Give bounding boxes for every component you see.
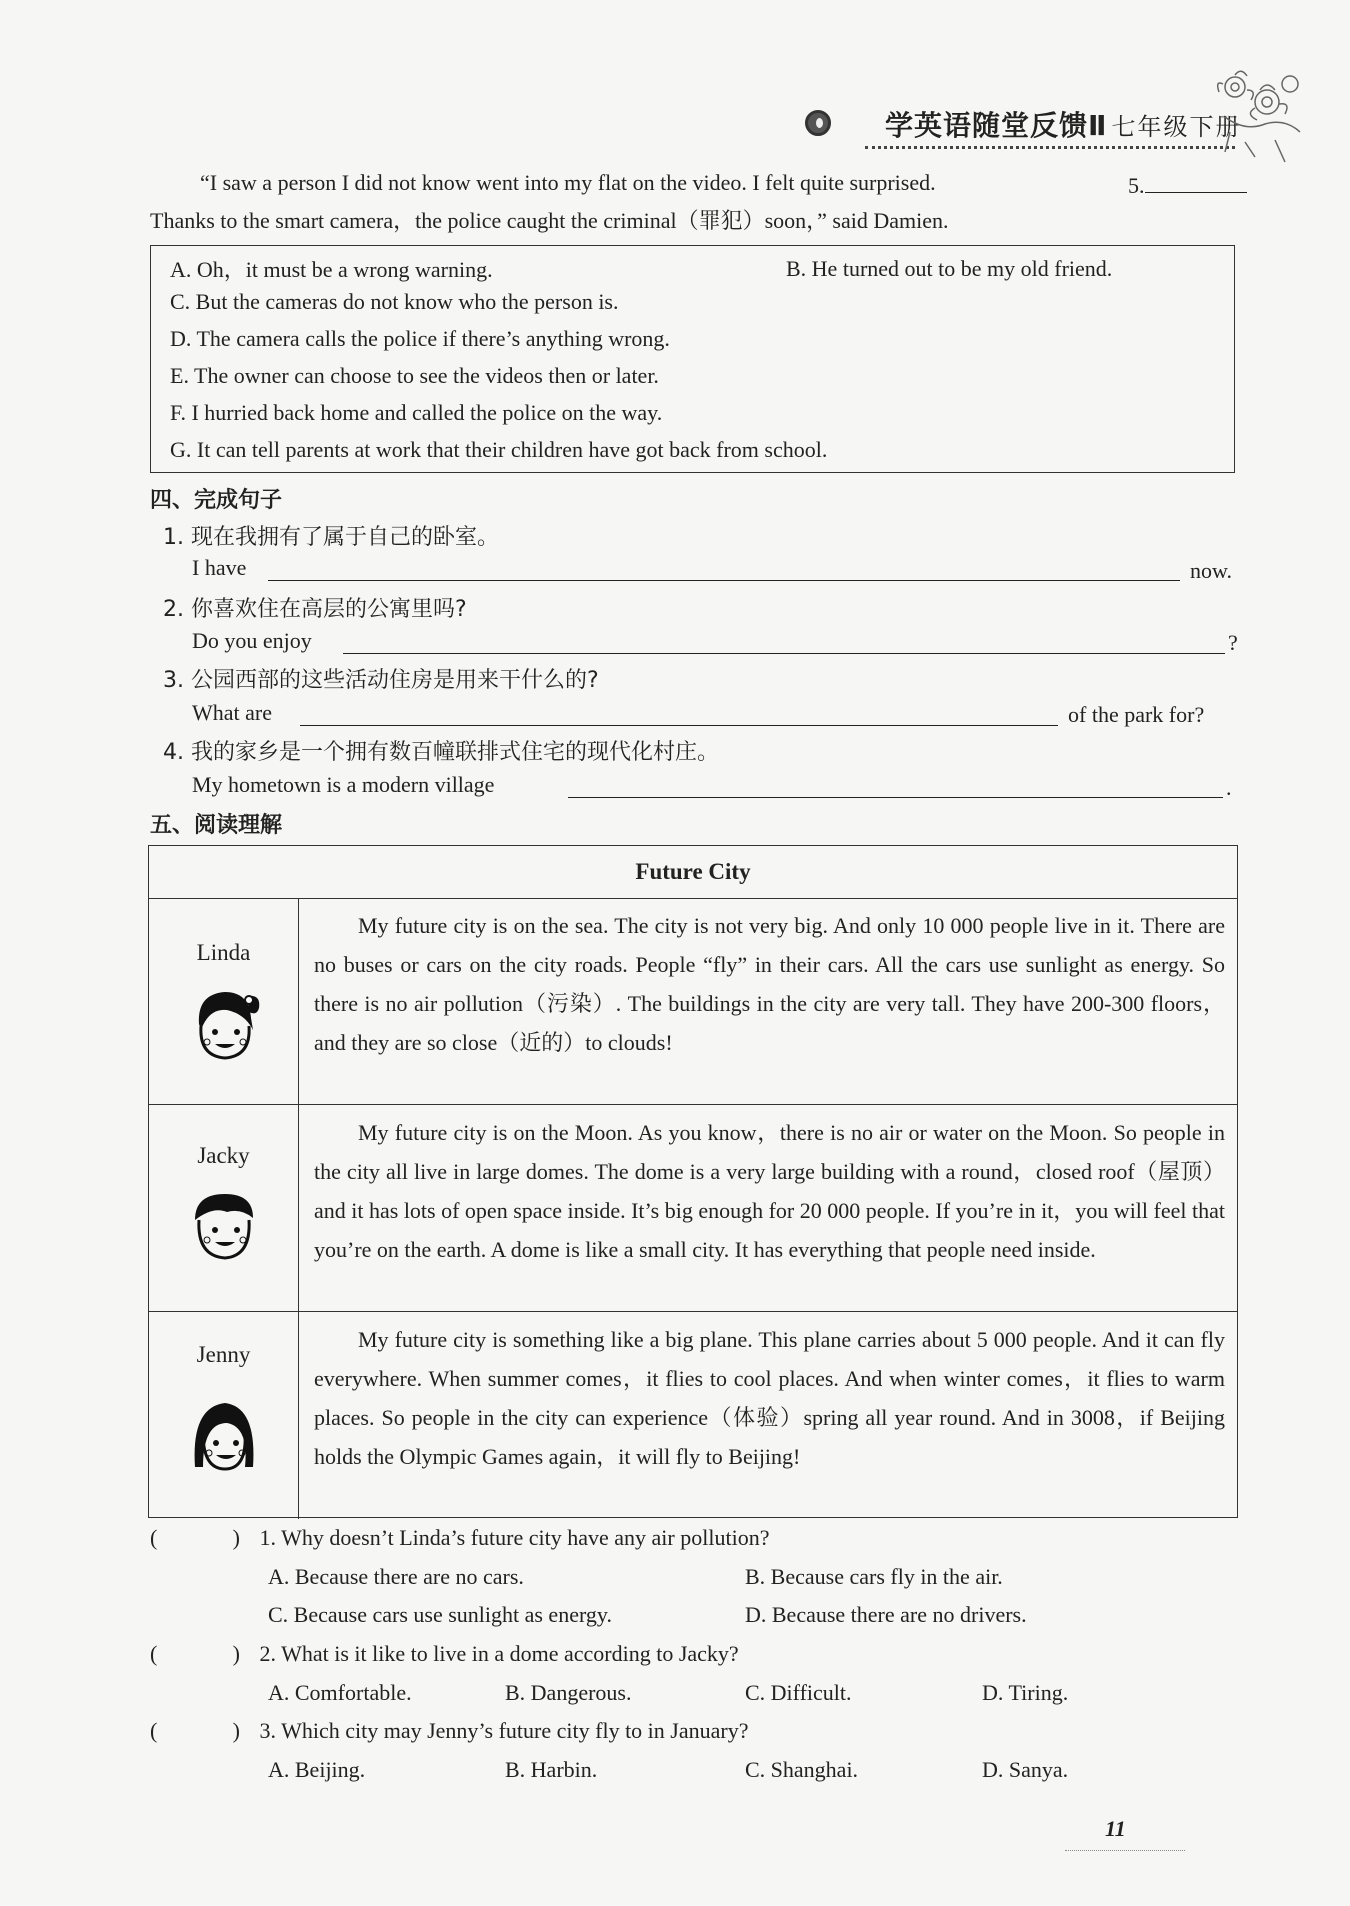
page-header <box>805 100 1242 142</box>
q3-choice-d[interactable]: D. Sanya. <box>982 1757 1069 1782</box>
header-title: 学英语随堂反馈Ⅱ <box>885 109 1108 142</box>
sentence-1-chinese: 1. 现在我拥有了属于自己的卧室。 <box>163 525 499 550</box>
sentence-2-prefix: Do you enjoy <box>192 628 312 653</box>
girl-long-hair-icon <box>187 1397 261 1477</box>
question-2 <box>150 1641 739 1667</box>
sentence-2-answer-line[interactable] <box>343 653 1225 654</box>
sentence-4-chinese: 4. 我的家乡是一个拥有数百幢联排式住宅的现代化村庄。 <box>163 740 719 765</box>
row-text: My future city is on the Moon. As you know，there is no air or water on the Moon. So people in the city all live in large domes. The dome is a very large building with a round，closed roof（屋顶）and it has lots of open space inside. It’s big enough for 20 000 people. If you’re in it，you will feel that you’re on the earth. A dome is like a small city. It has everything that people need inside. <box>314 1120 1225 1262</box>
sentence-2-chinese: 2. 你喜欢住在高层的公寓里吗? <box>163 597 467 622</box>
section-5-title: 五、阅读理解 <box>150 813 283 838</box>
q1-choice-d[interactable]: D. Because there are no drivers. <box>745 1602 1027 1627</box>
flower-decoration-icon <box>1205 62 1315 172</box>
option-d: D. The camera calls the police if there’s anything wrong. <box>170 326 670 351</box>
sentence-4-answer-line[interactable] <box>568 797 1223 798</box>
row-text: My future city is on the sea. The city is not very big. And only 10 000 people live in it. There are no buses or cars on the city roads. People “fly” in their cars. All the cars use sunlight as energy. So there is no air pollution（污染）. The buildings in the city are very tall. They have 200-300 floors，and they are so close（近的）to clouds! <box>314 913 1225 1055</box>
sentence-1-answer-line[interactable] <box>268 580 1180 581</box>
name-cell <box>149 898 299 1104</box>
q1-choice-b[interactable]: B. Because cars fly in the air. <box>745 1564 1003 1589</box>
q2-choice-c[interactable]: C. Difficult. <box>745 1680 852 1705</box>
header-subtitle: 七年级下册 <box>1111 113 1242 141</box>
q2-choice-d[interactable]: D. Tiring. <box>982 1680 1069 1705</box>
girl-face-icon <box>187 986 261 1062</box>
blank-5[interactable] <box>1128 170 1247 199</box>
answer-bracket[interactable]: ( ) <box>150 1718 240 1743</box>
passage-line-1: “I saw a person I did not know went into my flat on the video. I felt quite surprised. <box>200 170 936 195</box>
table-title: Future City <box>149 846 1237 899</box>
sentence-3-prefix: What are <box>192 700 272 725</box>
table-row-linda <box>149 898 1237 1105</box>
question-stem: 1. Why doesn’t Linda’s future city have any air pollution? <box>259 1525 770 1550</box>
row-text: My future city is something like a big plane. This plane carries about 5 000 people. And it can fly everywhere. When summer comes，it flies to cool places. And when winter comes，it flies to warm places. So people in the city can experience（体验）spring all year round. And in 3008，if Beijing holds the Olympic Games again，it will fly to Beijing! <box>314 1327 1225 1469</box>
q1-choice-c[interactable]: C. Because cars use sunlight as energy. <box>268 1602 612 1627</box>
name-cell <box>149 1105 299 1311</box>
header-bullet-icon <box>805 110 831 136</box>
sentence-4-prefix: My hometown is a modern village <box>192 772 495 797</box>
question-1 <box>150 1525 769 1551</box>
q1-choice-a[interactable]: A. Because there are no cars. <box>268 1564 524 1589</box>
person-name: Linda <box>196 940 251 965</box>
question-3 <box>150 1718 748 1744</box>
q2-choice-a[interactable]: A. Comfortable. <box>268 1680 412 1705</box>
boy-face-icon <box>187 1190 261 1266</box>
sentence-3-answer-line[interactable] <box>300 725 1058 726</box>
option-c: C. But the cameras do not know who the person is. <box>170 289 619 314</box>
person-name: Jenny <box>196 1342 251 1367</box>
footer-rule <box>1065 1850 1185 1851</box>
answer-bracket[interactable]: ( ) <box>150 1641 240 1666</box>
option-e: E. The owner can choose to see the videos then or later. <box>170 363 659 388</box>
option-b: B. He turned out to be my old friend. <box>786 256 1113 281</box>
table-row-jenny <box>149 1312 1237 1519</box>
q3-choice-c[interactable]: C. Shanghai. <box>745 1757 859 1782</box>
q3-choice-b[interactable]: B. Harbin. <box>505 1757 598 1782</box>
table-row-jacky <box>149 1105 1237 1312</box>
sentence-3-chinese: 3. 公园西部的这些活动住房是用来干什么的? <box>163 668 599 693</box>
future-city-table <box>148 845 1238 1518</box>
person-name: Jacky <box>197 1143 250 1168</box>
option-a: A. Oh，it must be a wrong warning. <box>170 257 493 282</box>
name-cell <box>149 1312 299 1519</box>
option-f: F. I hurried back home and called the police on the way. <box>170 400 663 425</box>
question-stem: 2. What is it like to live in a dome according to Jacky? <box>259 1641 739 1666</box>
passage-line-2: Thanks to the smart camera，the police caught the criminal（罪犯）soon，” said Damien. <box>150 208 949 233</box>
q2-choice-b[interactable]: B. Dangerous. <box>505 1680 632 1705</box>
page-number: 11 <box>1105 1816 1126 1841</box>
question-stem: 3. Which city may Jenny’s future city fly to in January? <box>259 1718 749 1743</box>
section-4-title: 四、完成句子 <box>150 488 283 513</box>
header-dotted-rule <box>865 146 1235 149</box>
option-g: G. It can tell parents at work that their children have got back from school. <box>170 437 828 462</box>
sentence-1-suffix: now. <box>1190 558 1232 583</box>
sentence-2-suffix: ? <box>1228 630 1238 655</box>
q3-choice-a[interactable]: A. Beijing. <box>268 1757 366 1782</box>
sentence-3-suffix: of the park for? <box>1068 702 1205 727</box>
options-box <box>150 245 1235 473</box>
sentence-1-prefix: I have <box>192 555 247 580</box>
blank-number: 5. <box>1128 173 1145 198</box>
answer-bracket[interactable]: ( ) <box>150 1525 240 1550</box>
sentence-4-suffix: . <box>1226 775 1232 800</box>
